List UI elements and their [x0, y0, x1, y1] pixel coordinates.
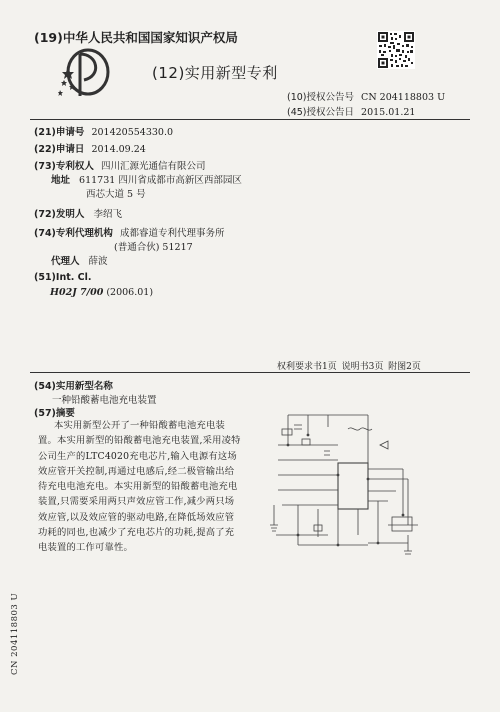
app-no-value: 201420554330.0 — [91, 127, 174, 138]
intcl-label: (51)Int. Cl. — [34, 272, 92, 283]
address-label: 地址 — [51, 175, 71, 186]
abstract-text: 本实用新型公开了一种铅酸蓄电池充电装置。本实用新型的铅酸蓄电池充电装置,采用凌特公司生产的LTC4020充电芯片,输入电源有这场效应管开关控制,再通过电感后,经二极管输出给待充电电池充电。本实用新型的铅酸蓄电池充电装置,只需要采用两只声效应管工作,减少两只场效应管,以及效应管的驱动电路,在降低场效应管功耗的同也,也减少了充电芯片的功耗,提高了充电装置的工作可靠性。 — [38, 420, 241, 554]
intcl-code: H02J 7/00 — [50, 287, 104, 298]
agency-label: (74)专利代理机构 — [34, 228, 113, 239]
agency-line2: (普通合伙) 51217 — [114, 242, 193, 253]
inventor-value: 李绍飞 — [93, 209, 122, 220]
abstract-label: (57)摘要 — [34, 408, 75, 419]
qr-code — [377, 31, 415, 69]
pub-date-value: 2015.01.21 — [361, 107, 416, 118]
utility-name-label: (54)实用新型名称 — [34, 381, 113, 392]
pub-no-label: (10)授权公告号 — [287, 92, 355, 103]
filing-date-value: 2014.09.24 — [91, 144, 146, 155]
side-pub-number: CN 204118803 U — [10, 592, 20, 675]
inventor-label: (72)发明人 — [34, 209, 85, 220]
abstract-rule — [30, 372, 470, 373]
filing-date-label: (22)申请日 — [34, 144, 85, 155]
intcl-year: (2006.01) — [106, 287, 154, 298]
document-type: (12)实用新型专利 — [152, 64, 278, 82]
cnipa-logo — [58, 46, 110, 100]
agent-value: 薛波 — [88, 256, 108, 267]
pub-no-value: CN 204118803 U — [361, 92, 446, 103]
app-no-label: (21)申请号 — [34, 127, 85, 138]
patentee-label: (73)专利权人 — [34, 161, 94, 172]
pub-date-label: (45)授权公告日 — [287, 107, 355, 118]
agent-label: 代理人 — [51, 256, 80, 267]
address-line1: 611731 四川省成都市高新区西部园区 — [79, 175, 242, 186]
header-rule — [30, 119, 470, 120]
office-name: (19)中华人民共和国国家知识产权局 — [34, 30, 238, 45]
page-counts: 权利要求书1页 说明书3页 附图2页 — [277, 362, 421, 372]
circuit-diagram — [268, 405, 420, 557]
utility-name-value: 一种铅酸蓄电池充电装置 — [52, 395, 157, 406]
agency-line1: 成都睿道专利代理事务所 — [119, 228, 225, 239]
address-line2: 西芯大道 5 号 — [86, 189, 146, 200]
patentee-value: 四川汇源光通信有限公司 — [100, 161, 206, 172]
